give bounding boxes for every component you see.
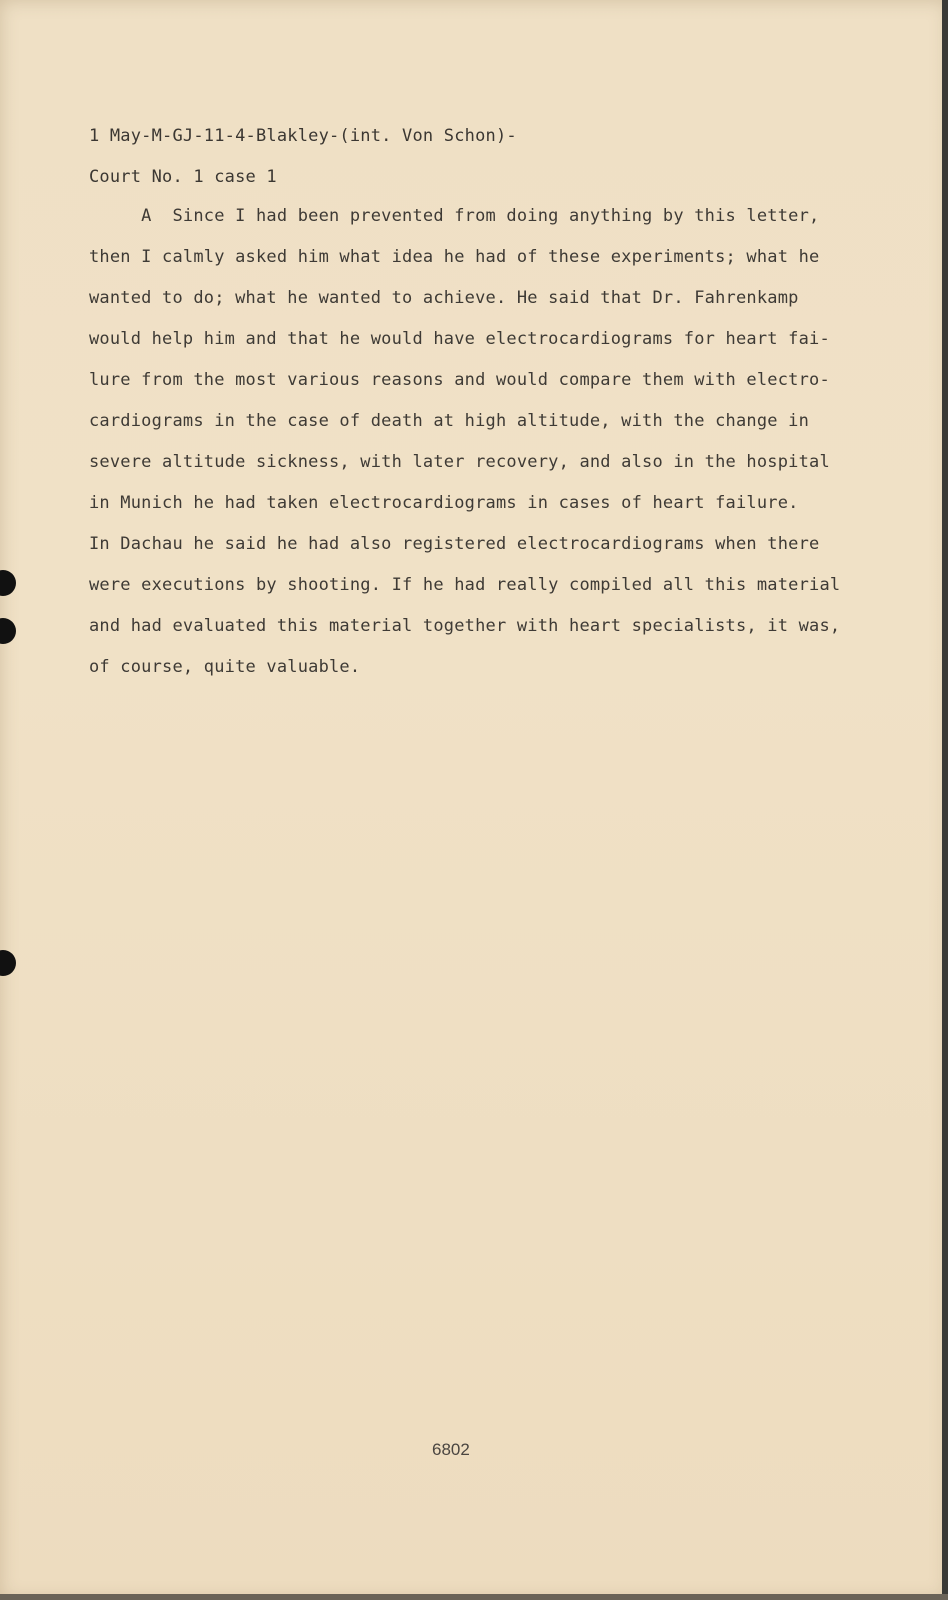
body-line: A Since I had been prevented from doing anything by this letter, (89, 206, 820, 226)
body-line: in Munich he had taken electrocardiograms in cases of heart failure. (89, 493, 799, 513)
punch-hole-2 (0, 618, 16, 644)
transcript-body (89, 206, 841, 698)
body-line: cardiograms in the case of death at high altitude, with the change in (89, 411, 810, 431)
body-line: were executions by shooting. If he had really compiled all this material (89, 575, 841, 595)
punch-hole-1 (0, 570, 16, 596)
body-line: lure from the most various reasons and would compare them with electro- (89, 370, 830, 390)
header-court-line: Court No. 1 case 1 (89, 167, 277, 187)
body-line: In Dachau he said he had also registered electrocardiograms when there (89, 534, 820, 554)
body-line: then I calmly asked him what idea he had of these experiments; what he (89, 247, 820, 267)
header-reference-line: 1 May-M-GJ-11-4-Blakley-(int. Von Schon)- (89, 126, 517, 146)
page-edge-bottom (0, 1594, 948, 1600)
page-number: 6802 (432, 1440, 470, 1459)
body-line: of course, quite valuable. (89, 657, 361, 677)
body-line: would help him and that he would have electrocardiograms for heart fai- (89, 329, 830, 349)
body-line: and had evaluated this material together with heart specialists, it was, (89, 616, 841, 636)
body-line: wanted to do; what he wanted to achieve. He said that Dr. Fahrenkamp (89, 288, 799, 308)
punch-hole-3 (0, 950, 16, 976)
page-edge-right (942, 0, 948, 1600)
body-line: severe altitude sickness, with later recovery, and also in the hospital (89, 452, 830, 472)
